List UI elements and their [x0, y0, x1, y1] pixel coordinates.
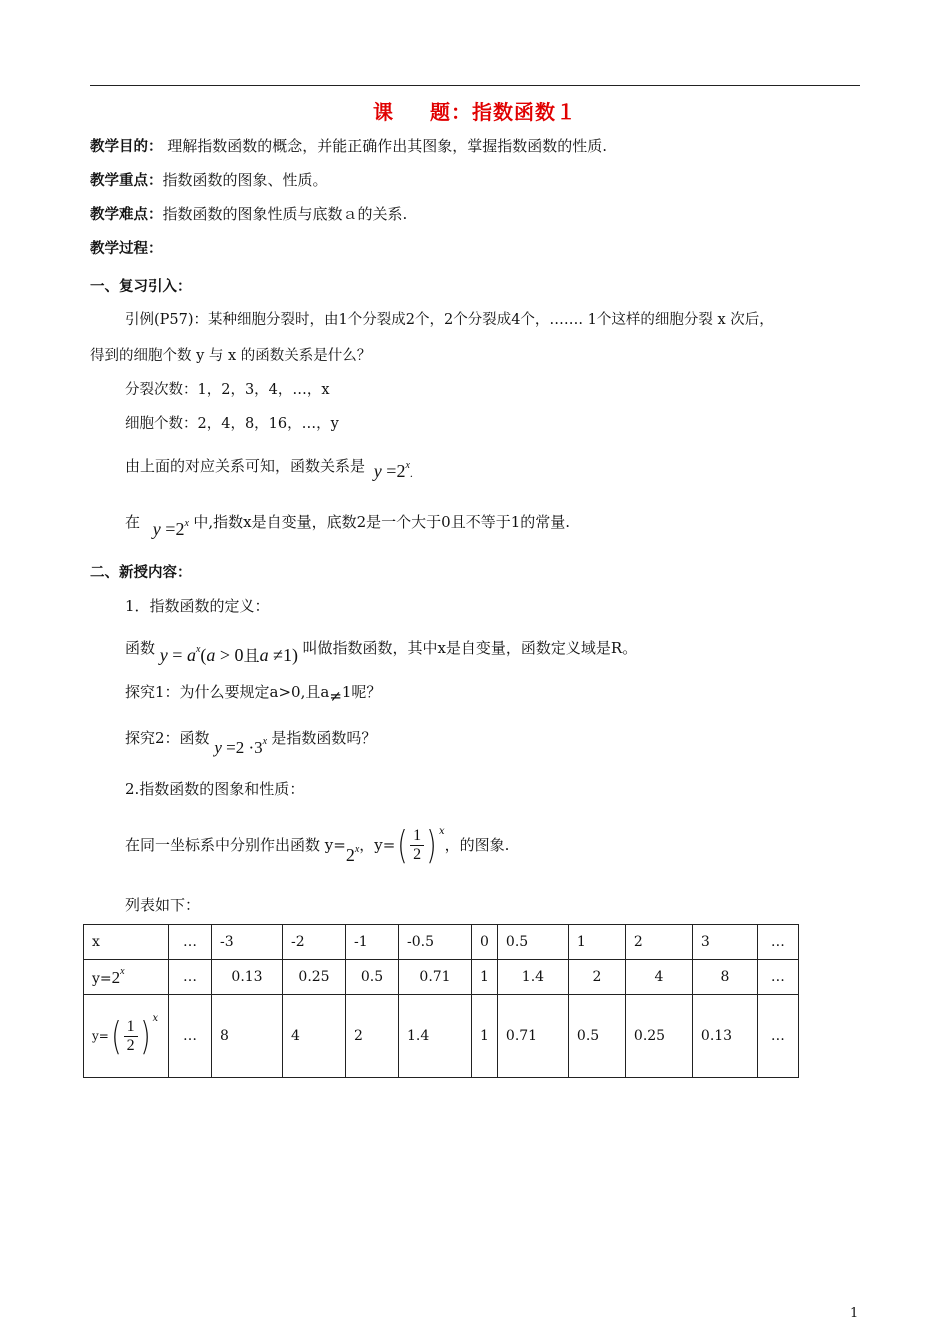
table-row — [84, 925, 799, 960]
objective-text: 理解指数函数的概念，并能正确作出其图象，掌握指数函数的性质. — [162, 137, 608, 155]
definition-post: 叫做指数函数，其中x是自变量，函数定义域是R。 — [302, 639, 638, 657]
table-cell: 0.25 — [625, 995, 692, 1078]
process-label: 教学过程： — [90, 241, 163, 257]
explore2-formula: $y =2 \cdot 3^x$ — [214, 736, 268, 757]
table-cell: -0.5 — [399, 925, 472, 960]
table-cell: 0.5 — [568, 995, 625, 1078]
difficulty-line — [90, 204, 407, 225]
difficulty-text: 指数函数的图象性质与底数ａ的关系. — [162, 205, 408, 223]
half-fraction: ( $\frac{1}{2}$ ) $^x$ — [397, 823, 445, 867]
table-cell: -1 — [346, 925, 399, 960]
example-line-2: 得到的细胞个数 y 与 x 的函数关系是什么？ — [90, 348, 372, 364]
note-post: 中,指数x是自变量，底数2是一个大于0且不等于1的常量. — [193, 513, 571, 531]
table-cell: -2 — [283, 925, 346, 960]
table-cell: y= ( $\frac{1}{2}$ ) $^x$ — [84, 995, 169, 1078]
table-cell: 2 — [625, 925, 692, 960]
table-cell: 0.5 — [497, 925, 568, 960]
keypoint-line — [90, 170, 328, 191]
table-cell: 1.4 — [497, 960, 568, 995]
table-cell: 0.13 — [212, 960, 283, 995]
table-cell: … — [169, 960, 212, 995]
split-count-line: 分裂次数：1，2，3，4，…，x — [125, 382, 330, 398]
keypoint-label: 教学重点： — [90, 173, 163, 189]
top-rule — [90, 85, 860, 86]
table-cell: 4 — [625, 960, 692, 995]
table-cell: … — [757, 960, 798, 995]
table-row — [84, 995, 799, 1078]
table-intro: 列表如下： — [125, 896, 201, 914]
table-cell: 3 — [692, 925, 757, 960]
table-cell: … — [169, 995, 212, 1078]
graph-line: 在同一坐标系中分别作出函数 y= 2$^x$ ，y= ( $\frac{1}{2}$ ) $^x$ ，的图象. — [125, 823, 510, 867]
title-left: 课 — [373, 100, 394, 124]
objective-line — [90, 136, 607, 157]
table-cell: 4 — [283, 995, 346, 1078]
objective-label: 教学目的： — [90, 139, 163, 155]
note-formula: $y =2^x$ — [152, 518, 189, 539]
definition-heading: 1．指数函数的定义： — [125, 597, 270, 615]
note-line — [125, 506, 571, 539]
table-cell: 2 — [568, 960, 625, 995]
keypoint-text: 指数函数的图象、性质。 — [162, 171, 328, 189]
page-number: 1 — [850, 1306, 859, 1321]
table-cell: … — [169, 925, 212, 960]
table-cell: … — [757, 995, 798, 1078]
graph-heading: 2.指数函数的图象和性质： — [125, 780, 305, 798]
table-cell: 1 — [472, 995, 498, 1078]
section2-heading: 二、新授内容： — [90, 565, 192, 581]
relation-line — [125, 450, 413, 481]
relation-formula: $y =2^x$. — [373, 460, 413, 481]
example-line-1: 引例(P57)：某种细胞分裂时，由1个分裂成2个，2个分裂成4个，……. 1个这样的细胞分裂 x 次后， — [125, 312, 774, 328]
cell-count-line: 细胞个数：2，4，8，16，…，y — [125, 416, 339, 432]
table-cell: 0.71 — [399, 960, 472, 995]
relation-text: 由上面的对应关系可知，函数关系是 — [125, 457, 366, 475]
table-cell: x — [84, 925, 169, 960]
table-cell: 1.4 — [399, 995, 472, 1078]
title-right: 题：指数函数１ — [430, 100, 577, 124]
table-cell: 1 — [568, 925, 625, 960]
table-cell: $y=2^x$ — [84, 960, 169, 995]
explore1-line: 探究1：为什么要规定a>0,且a≠1呢？ — [125, 683, 382, 705]
explore2-line: 探究2：函数 $y =2 \cdot 3^x$ 是指数函数吗？ — [125, 729, 377, 757]
table-cell: 1 — [472, 960, 498, 995]
table-cell: 8 — [212, 995, 283, 1078]
table-row — [84, 960, 799, 995]
definition-line — [125, 632, 638, 665]
table-cell: 0 — [472, 925, 498, 960]
note-pre: 在 — [125, 513, 141, 531]
definition-pre: 函数 — [125, 639, 156, 657]
table-cell: … — [757, 925, 798, 960]
difficulty-label: 教学难点： — [90, 207, 163, 223]
table-cell: -3 — [212, 925, 283, 960]
table-cell: 8 — [692, 960, 757, 995]
page-title — [0, 96, 950, 125]
section1-heading: 一、复习引入： — [90, 279, 192, 295]
table-cell: 0.13 — [692, 995, 757, 1078]
process-line — [90, 238, 163, 259]
table-cell: 0.5 — [346, 960, 399, 995]
value-table — [83, 924, 799, 1078]
table-cell: 0.25 — [283, 960, 346, 995]
half-fraction: ( $\frac{1}{2}$ ) $^x$ — [111, 1013, 159, 1058]
definition-formula: $y = a^x(a > 0$且a ≠1) — [159, 644, 298, 665]
table-cell: 0.71 — [497, 995, 568, 1078]
table-cell: 2 — [346, 995, 399, 1078]
